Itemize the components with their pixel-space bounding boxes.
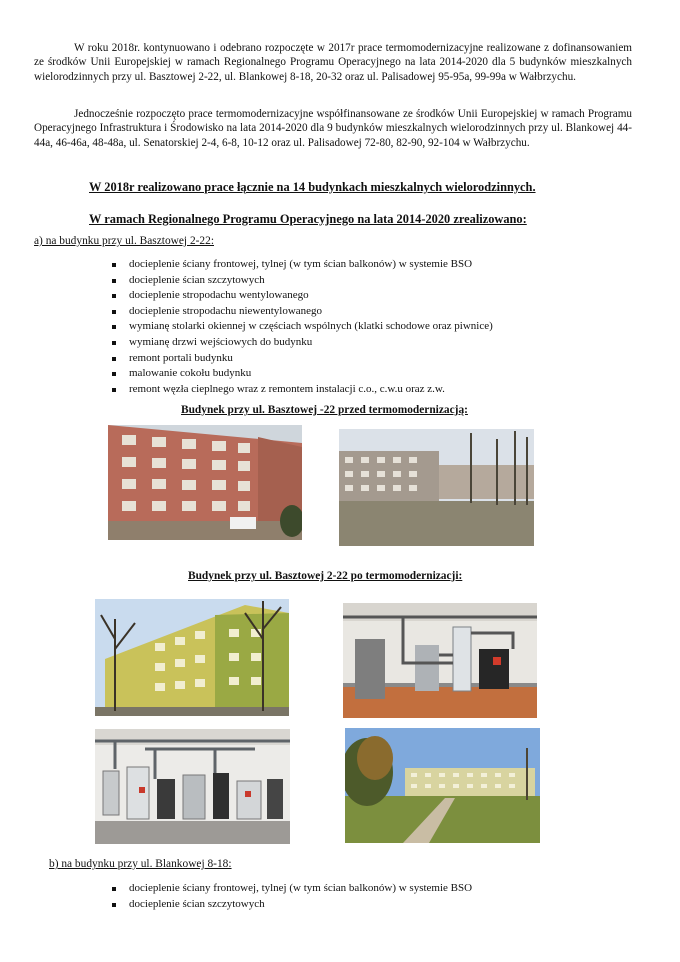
bullet-icon [112,903,116,907]
bullet-icon [112,372,116,376]
paragraph-poiis: Jednocześnie rozpoczęto prace termomodernizacyjne współfinansowane ze środków Unii Europejskiej w ramach Programu Operacyjnego Infrastruktura i Środowisko na lata 2014-2020 dla 9 budynków mieszkalnych wielorodzinnych przy ul. Blankowej 44-44a, 46-46a, 48-48a, ul. Senatorskiej 2-4, 6-8, 10-12 oraz ul. Palisadowej 72-80, 82-90, 92-104 w Wałbrzychu. [34,108,632,149]
bullet-icon [112,263,116,267]
bullet-icon [112,357,116,361]
paragraph-intro: W roku 2018r. kontynuowano i odebrano rozpoczęte w 2017r prace termomodernizacyjne realizowane z dofinansowaniem ze środków Unii Europejskiej w ramach Regionalnego Programu Operacyjnego na lata 2014-2020 dla 5 budynków mieszkalnych wielorodzinnych przy ul. Basztowej 2-22, ul. Blankowej 8-18, 20-32 oraz ul. Palisadowej 95-95a, 99-99a w Wałbrzychu. [34,42,632,83]
list-item: remont portali budynku [112,351,493,367]
section-b-label: b) na budynku przy ul. Blankowej 8-18: [49,858,232,870]
section-b-list [112,881,472,912]
bullet-icon [112,279,116,283]
section-a-list [112,257,493,397]
list-item: docieplenie stropodachu niewentylowanego [112,304,493,320]
list-item: malowanie cokołu budynku [112,366,493,382]
photo-building-after-facade [95,599,289,716]
bullet-icon [112,887,116,891]
heading-rpo: W ramach Regionalnego Programu Operacyjnego na lata 2014-2020 zrealizowano: [89,212,527,226]
caption-after: Budynek przy ul. Basztowej 2-22 po termomodernizacji: [188,570,463,582]
section-a-label: a) na budynku przy ul. Basztowej 2-22: [34,235,214,247]
list-item: docieplenie ściany frontowej, tylnej (w tym ścian balkonów) w systemie BSO [112,257,493,273]
photo-building-before-courtyard [339,429,534,546]
bullet-icon [112,388,116,392]
bullet-icon [112,294,116,298]
photo-heating-node-2 [95,729,290,844]
list-item: docieplenie ścian szczytowych [112,273,493,289]
list-item: wymianę stolarki okiennej w częściach wspólnych (klatki schodowe oraz piwnice) [112,319,493,335]
heading-total-buildings: W 2018r realizowano prace łącznie na 14 budynkach mieszkalnych wielorodzinnych. [89,180,536,194]
bullet-icon [112,325,116,329]
caption-before: Budynek przy ul. Basztowej -22 przed termomodernizacją: [181,404,468,416]
bullet-icon [112,341,116,345]
list-item: wymianę drzwi wejściowych do budynku [112,335,493,351]
photo-heating-node-1 [343,603,537,718]
list-item: docieplenie ściany frontowej, tylnej (w tym ścian balkonów) w systemie BSO [112,881,472,897]
list-item: docieplenie stropodachu wentylowanego [112,288,493,304]
photo-building-before-front [108,425,302,540]
list-item: docieplenie ścian szczytowych [112,897,472,913]
bullet-icon [112,310,116,314]
list-item: remont węzła cieplnego wraz z remontem instalacji c.o., c.w.u oraz z.w. [112,382,493,398]
photo-estate-after-park [345,728,540,843]
